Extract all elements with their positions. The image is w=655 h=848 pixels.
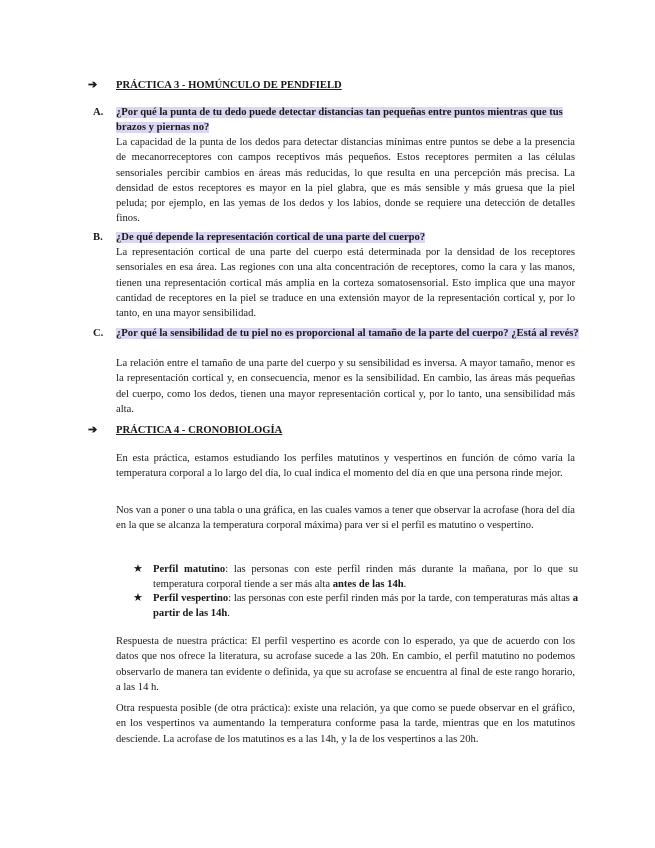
star-bullet-icon: ★ [133, 563, 143, 575]
item-letter-b: B. [93, 232, 103, 243]
bullet-matutino-strong: antes de las 14h [332, 579, 404, 591]
bullet-vespertino [153, 591, 578, 622]
bullet-matutino [153, 562, 578, 593]
star-bullet-icon: ★ [133, 592, 143, 604]
bullet-vespertino-text: : las personas con este perfil rinden más por la tarde, con temperaturas más altas [228, 593, 573, 604]
answer-c: La relación entre el tamaño de una parte del cuerpo y su sensibilidad es inversa. A mayor tamaño, menor es la representación cortical y, en consecuencia, menor es la sensibilidad. En cambio, las áreas más pequeñas del cuerpo, como los dedos, tienen una mayor representación cortical y, por lo tanto, una sensibilidad más alta. [116, 358, 575, 415]
question-b [116, 230, 579, 245]
paragraph-otra-respuesta: Otra respuesta posible (de otra práctica): existe una relación, ya que como se puede observar en el gráfico, en los vespertinos va aumentando la temperatura conforme pasa la tarde, mientras que en los matutinos desciende. La acrofase de los matutinos es a las 14h, y la de los vespertinos a las 20h. [116, 703, 575, 745]
question-c [116, 326, 579, 341]
arrow-bullet-icon: ➔ [88, 424, 98, 436]
bullet-vespertino-term: Perfil vespertino [153, 593, 229, 604]
arrow-bullet-icon: ➔ [88, 79, 98, 91]
bullet-vespertino-end: . [227, 608, 230, 620]
paragraph-respuesta: Respuesta de nuestra práctica: El perfil vespertino es acorde con lo esperado, ya que de acuerdo con los datos que nos ofrece la literatura, su acrofase sucede a las 20h. En cambio, el perfil matutino no podemos observarlo de manera tan evidente o definida, ya que su acrofase se encuentra al final de este rango horario, a las 14 h. [116, 636, 575, 693]
question-a-text: ¿Por qué la punta de tu dedo puede detectar distancias tan pequeñas entre puntos mientras que tus brazos y piernas no? [116, 107, 563, 134]
answer-b: La representación cortical de una parte del cuerpo está determinada por la densidad de los receptores sensoriales en esa área. Las regiones con una alta concentración de receptores, como la cara y las manos, tienen una representación cortical más amplia en la corteza somatosensorial. Esto implica que una mayor cantidad de receptores en la piel se traduce en una extensión mayor de la representación cortical y, por lo tanto, en una mayor sensibilidad. [116, 247, 575, 320]
paragraph-acrofase: Nos van a poner o una tabla o una gráfica, en las cuales vamos a tener que observar la acrofase (hora del día en la que se alcanza la temperatura corporal máxima) para ver si el perfil es matutino o vespertino. [116, 505, 575, 532]
item-letter-c: C. [93, 328, 104, 339]
section-heading-practica4: PRÁCTICA 4 - CRONOBIOLOGÍA [116, 425, 283, 436]
question-a [116, 105, 579, 135]
item-letter-a: A. [93, 107, 104, 118]
bullet-matutino-text: : las personas con este perfil rinden más durante la mañana, por lo que su temperatura corporal tiende a ser más alta [153, 564, 578, 591]
section-heading-practica3: PRÁCTICA 3 - HOMÚNCULO DE PENDFIELD [116, 80, 342, 91]
bullet-vespertino-strong: a partir de las 14h [153, 593, 579, 620]
bullet-matutino-term: Perfil matutino [153, 564, 226, 575]
question-c-text: ¿Por qué la sensibilidad de tu piel no es proporcional al tamaño de la parte del cuerpo? ¿Está al revés? [116, 328, 579, 339]
bullet-matutino-end: . [403, 579, 407, 591]
question-b-text: ¿De qué depende la representación cortical de una parte del cuerpo? [116, 232, 426, 243]
paragraph-intro: En esta práctica, estamos estudiando los perfiles matutinos y vespertinos en función de cómo varía la temperatura corporal a lo largo del día, lo cual indica el momento del día en que una persona rinde mejor. [116, 453, 575, 480]
answer-a: La capacidad de la punta de los dedos para detectar distancias mínimas entre puntos se debe a la presencia de mecanorreceptores con campos receptivos más pequeños. Estos receptores permiten a las células sensoriales percibir cambios en áreas más reducidas, lo que resulta en una percepción más precisa. La densidad de estos receptores es mayor en la piel glabra, que es más sensible y más gruesa que la piel peluda; por ejemplo, en las yemas de los dedos y los labios, donde se requiere una detección de detalles finos. [116, 137, 575, 225]
